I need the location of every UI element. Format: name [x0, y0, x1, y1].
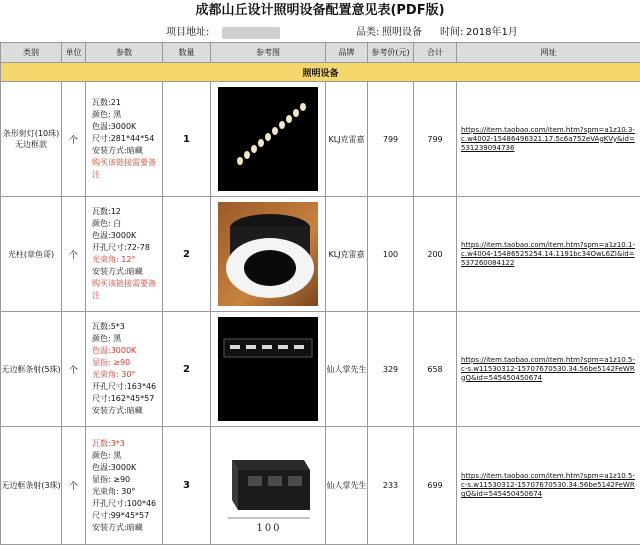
product-link[interactable]: https://item.taobao.com/item.htm?spm=a1z10.5-c-s.w11530312-15707670530.34.56be5142FeWRgQ&id=545450450674	[457, 356, 640, 383]
header-image: 参考图	[211, 43, 326, 63]
param-line: 开孔尺寸:72-78	[92, 242, 162, 254]
product-link[interactable]: https://item.taobao.com/item.htm?spm=a1z10.5-c-s.w11530312-15707670530.34.56be5142FeWRgQ&id=545450450674	[457, 472, 640, 499]
param-line: 购买该链接需要备注	[92, 157, 162, 181]
row-total: 658	[414, 312, 457, 427]
row-brand: 仙人掌先生	[326, 312, 368, 427]
row-category: 光柱(章鱼哥)	[1, 197, 62, 312]
row-total: 200	[414, 197, 457, 312]
row-params	[86, 197, 163, 312]
param-line: 开孔尺寸:163*46	[92, 381, 162, 393]
image-caption: 100	[256, 523, 281, 534]
row-total: 699	[414, 427, 457, 545]
header-unit: 单位	[62, 43, 86, 63]
param-line: 尺寸:99*45*57	[92, 510, 162, 522]
meta-bar	[0, 24, 640, 42]
header-qty: 数量	[163, 43, 211, 63]
table-row	[1, 82, 640, 197]
grille-light-5-image	[218, 317, 318, 421]
row-unit: 个	[62, 197, 86, 312]
product-link[interactable]: https://item.taobao.com/item.htm?spm=a1z10.3-c.w4002-15486496321.17.5c6a752eVAgKVy&id=531239094736	[457, 126, 640, 153]
param-line: 安装方式:暗藏	[92, 266, 162, 278]
param-line: 瓦数:21	[92, 97, 162, 109]
param-line: 色温:3000K	[92, 121, 162, 133]
header-price: 参考价(元)	[368, 43, 414, 63]
row-unit: 个	[62, 427, 86, 545]
param-line: 安装方式:暗藏	[92, 145, 162, 157]
row-params	[86, 82, 163, 197]
row-qty: 2	[163, 312, 211, 427]
equipment-table	[0, 42, 640, 545]
param-line: 尺寸:162*45*57	[92, 393, 162, 405]
param-line: 颜色: 黑	[92, 333, 162, 345]
row-price: 100	[368, 197, 414, 312]
header-row	[1, 43, 640, 63]
row-image	[211, 82, 326, 197]
params-list	[86, 97, 162, 181]
param-line: 色温:3000K	[92, 462, 162, 474]
params-list	[86, 321, 162, 417]
param-line: 颜色: 黑	[92, 109, 162, 121]
row-category: 条形射灯(10珠)无边框款	[1, 82, 62, 197]
time-label: 时间:	[440, 24, 463, 42]
header-total: 合计	[414, 43, 457, 63]
row-price: 799	[368, 82, 414, 197]
row-price: 233	[368, 427, 414, 545]
time-value: 2018年1月	[466, 24, 518, 42]
section-title: 照明设备	[1, 63, 640, 82]
param-line: 安装方式:暗藏	[92, 405, 162, 417]
grille-light-3-svg	[218, 434, 318, 538]
param-line: 购买该链接需要备注	[92, 278, 162, 302]
redacted-address	[222, 27, 280, 39]
row-image	[211, 197, 326, 312]
category-label: 品类:	[356, 24, 379, 42]
row-qty: 1	[163, 82, 211, 197]
param-line: 瓦数:12	[92, 206, 162, 218]
header-params: 参数	[86, 43, 163, 63]
params-list	[86, 206, 162, 302]
param-line: 光束角: 12°	[92, 254, 162, 266]
row-category: 无边框条射(5珠)	[1, 312, 62, 427]
linear-spotlight-image	[218, 87, 318, 191]
params-list	[86, 438, 162, 534]
table-row	[1, 427, 640, 545]
param-line: 瓦数:5*3	[92, 321, 162, 333]
param-line: 色温:3000K	[92, 345, 162, 357]
page-title: 成都山丘设计照明设备配置意见表(PDF版)	[0, 0, 640, 22]
param-line: 开孔尺寸:100*46	[92, 498, 162, 510]
table-row	[1, 312, 640, 427]
table-row	[1, 197, 640, 312]
downlight-svg	[218, 202, 318, 306]
param-line: 颜色: 白	[92, 218, 162, 230]
param-line: 光束角: 30°	[92, 369, 162, 381]
param-line: 显指: ≥90	[92, 357, 162, 369]
row-unit: 个	[62, 82, 86, 197]
param-line: 瓦数:3*3	[92, 438, 162, 450]
header-category: 类别	[1, 43, 62, 63]
param-line: 光束角: 30°	[92, 486, 162, 498]
product-link[interactable]: https://item.taobao.com/item.htm?spm=a1z10.1-c.w4004-15486525254.14.1191bc34OwL6Zl&id=537260084122	[457, 241, 640, 268]
row-brand: KLJ克雷嘉	[326, 82, 368, 197]
row-params	[86, 312, 163, 427]
param-line: 色温:3000K	[92, 230, 162, 242]
section-row	[1, 63, 640, 82]
grille-light-3-image	[218, 434, 318, 538]
linear-spotlight-svg	[218, 87, 318, 191]
row-params	[86, 427, 163, 545]
row-image	[211, 427, 326, 545]
project-label: 项目地址:	[166, 24, 209, 42]
row-category: 无边框条射(3珠)	[1, 427, 62, 545]
row-price: 329	[368, 312, 414, 427]
row-qty: 2	[163, 197, 211, 312]
param-line: 安装方式:暗藏	[92, 522, 162, 534]
row-brand: KLJ克雷嘉	[326, 197, 368, 312]
row-total: 799	[414, 82, 457, 197]
param-line: 颜色: 黑	[92, 450, 162, 462]
param-line: 尺寸:281*44*54	[92, 133, 162, 145]
row-image	[211, 312, 326, 427]
downlight-image	[218, 202, 318, 306]
header-brand: 品牌	[326, 43, 368, 63]
param-line: 显指: ≥90	[92, 474, 162, 486]
category-value: 照明设备	[382, 24, 422, 42]
row-qty: 3	[163, 427, 211, 545]
row-unit: 个	[62, 312, 86, 427]
row-brand: 仙人掌先生	[326, 427, 368, 545]
grille-light-5-svg	[218, 317, 318, 421]
header-url: 网址	[457, 43, 640, 63]
